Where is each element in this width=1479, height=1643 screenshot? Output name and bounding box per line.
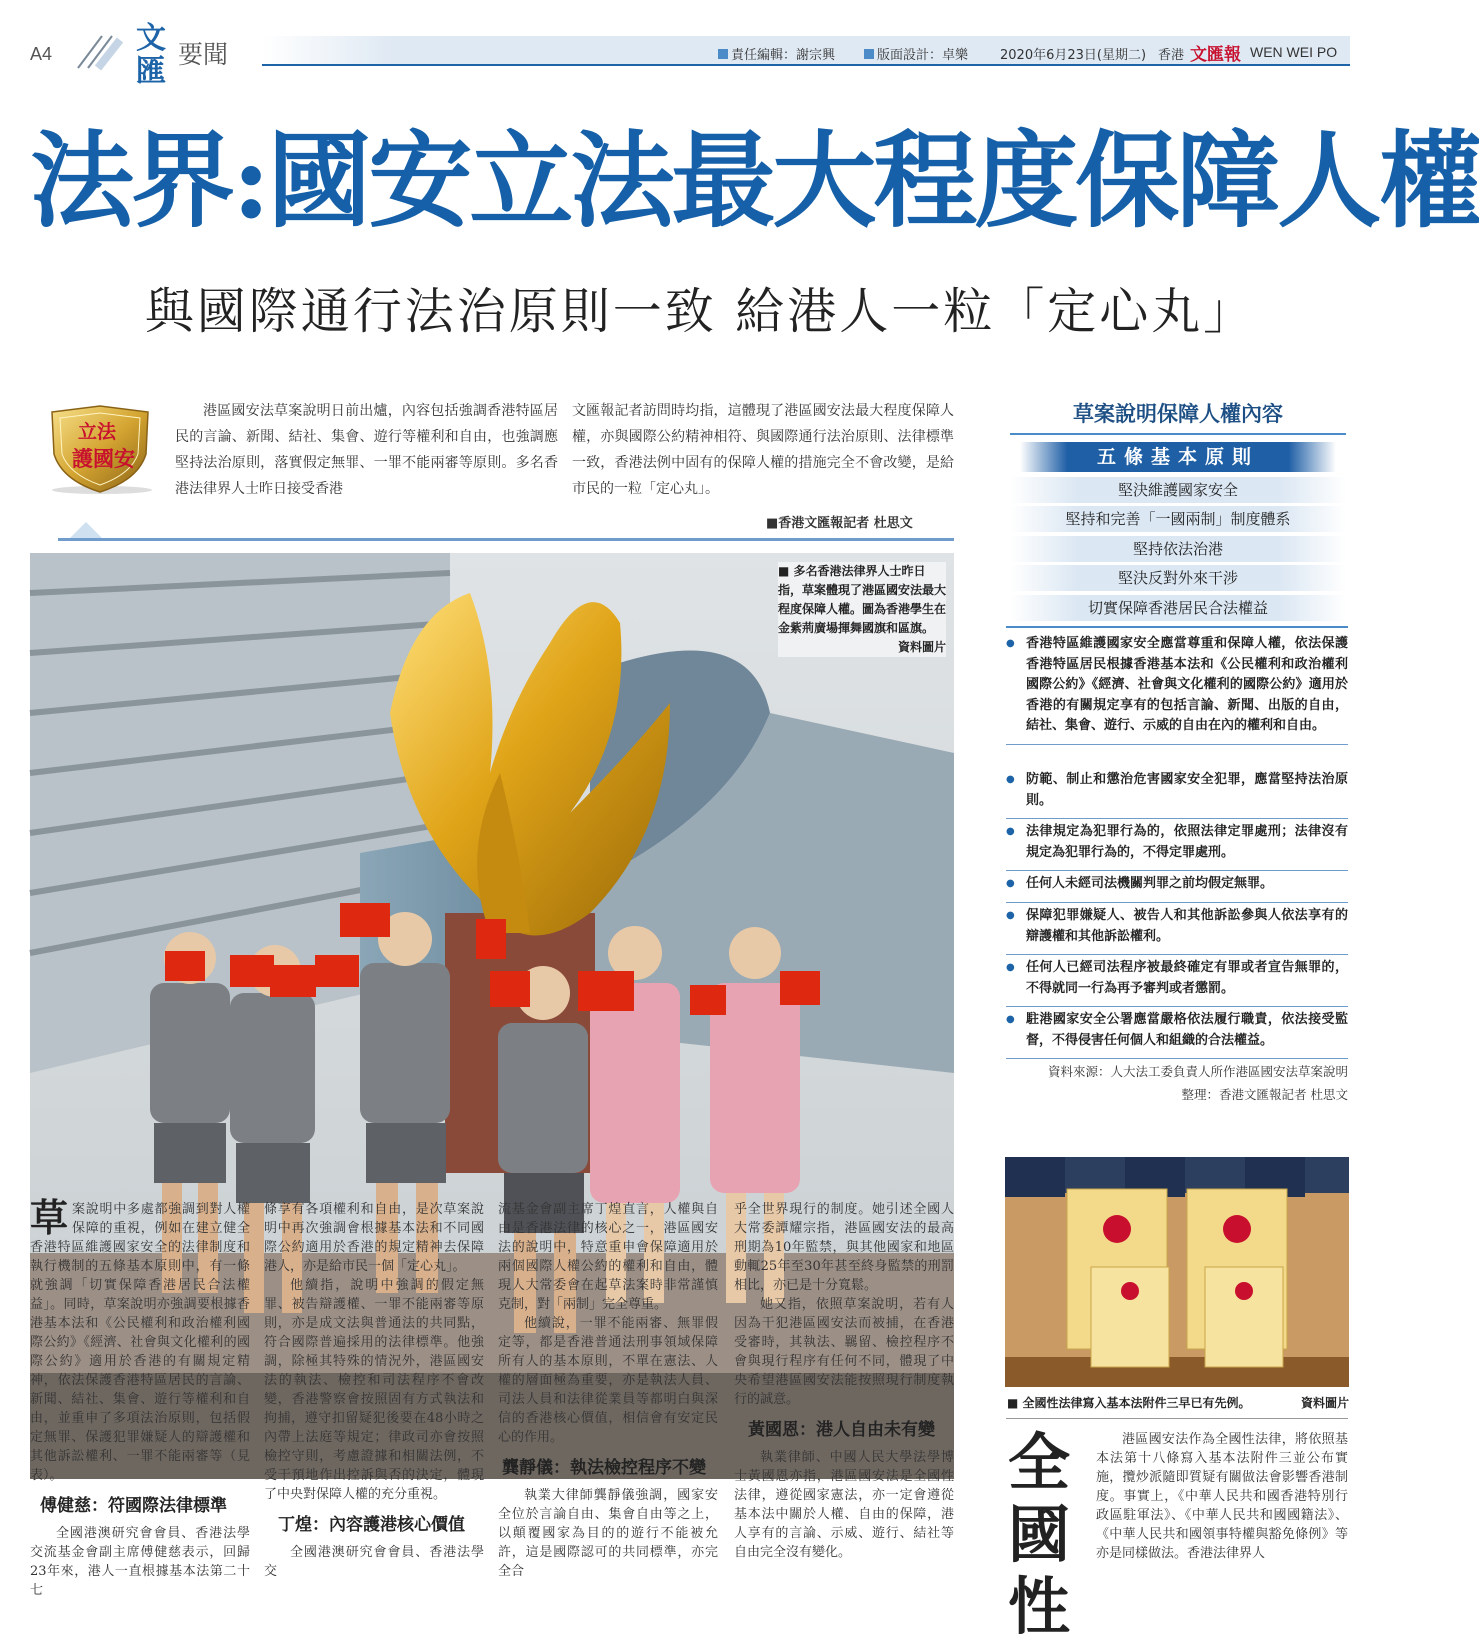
sidebar-column-text: 港區國安法作為全國性法律，將依照基本法第十八條寫入基本法附件三並公布實施，攬炒派隨即質疑有關做法會影響香港制度。事實上，《中華人民共和國香港特別行政區駐軍法》、《中華人民共和國國籍法》、《中華人民共和國領事特權與豁免條例》等亦是同樣做法。香港法律界人	[1096, 1432, 1348, 1561]
principle-item: 堅持和完善「一國兩制」制度體系	[1010, 506, 1346, 532]
principles-rule	[1006, 626, 1348, 628]
lead-paragraph-1: 港區國安法草案說明日前出爐，內容包括強調香港特區居民的言論、新聞、結社、集會、遊行等權利和自由，也強調應堅持法治原則，落實假定無罪、一罪不能兩審等原則。多名香港法律界人士昨日接受香港	[175, 403, 558, 497]
svg-text:立法: 立法	[78, 421, 117, 443]
principle-item: 堅持依法治港	[1010, 536, 1346, 562]
basic-law-photo	[1005, 1157, 1349, 1387]
shield-badge-icon	[42, 404, 160, 494]
subhead-fu: 傅健慈：符國際法律標準	[40, 1496, 227, 1516]
photo-caption: ■ 多名香港法律界人士昨日指，草案體現了港區國安法最大程度保障人權。圖為香港學生在金紫荊廣場揮舞國旗和區旗。 資料圖片	[778, 562, 946, 657]
body-column-1: 草案說明中多處都強調到對人權保障的重視，例如在建立健全香港特區維護國家安全的法律制度和執行機制的五條基本原則中，有一條就強調「切實保障香港居民合法權益」。同時，草案說明亦強調要根據香港基本法和《公民權利和政治權利國際公約》《經濟、社會與文化權利的國際公約》適用於香港的有關規定精神，依法保護香港特區居民的言論、新聞、結社、集會、遊行等權利和自由，並重申了多項法治原則，包括假定無罪、保護犯罪嫌疑人的辯護權和其他訴訟權利、一罪不能兩審等（見表）。 傅健慈：符國際法律標準 全國港澳研究會會員、香港法學交流基金會副主席傅健慈表示，回歸23年來，港人一直根據基本法第二十七	[30, 1195, 250, 1598]
rights-bullet: ● 防範、制止和懲治危害國家安全犯罪，應當堅持法治原則。	[1006, 770, 1348, 819]
issue-date: 2020年6月23日(星期二)	[1000, 48, 1147, 63]
section-name: 要聞	[178, 40, 229, 69]
rights-bullet: ● 任何人未經司法機關判罪之前均假定無罪。	[1006, 874, 1348, 903]
editor-credit: 責任編輯：謝宗興	[718, 44, 835, 63]
rights-bullet: ● 保障犯罪嫌疑人、被告人和其他訴訟參與人依法享有的辯護權和其他訴訟權利。	[1006, 906, 1348, 955]
lead-divider-arrow	[70, 522, 102, 538]
principle-item: 堅決維護國家安全	[1010, 477, 1346, 503]
sidebar-title-rule	[1010, 433, 1346, 435]
headline: 法界:國安立法最大程度保障人權	[30, 119, 1479, 242]
sidebar-title: 草案說明保障人權內容	[1073, 402, 1283, 426]
lead-paragraph-2: 文匯報記者訪問時均指，這體現了港區國安法最大程度保障人權，亦與國際公約精神相符、與國際通行法治原則、法律標準一致，香港法例中固有的保障人權的措施完全不會改變，是給市民的一粒「定心丸」。	[572, 403, 954, 497]
body-column-2: 條享有各項權利和自由，是次草案說明中再次強調會根據基本法和不同國際公約適用於香港的規定精神去保障港人，亦是給市民一個「定心丸」。 他續指，說明中強調的假定無罪、被告辯護權、一罪不能兩審等原則，亦是成文法與普通法的共同點，符合國際普遍採用的法律標準。他強調，除極其特殊的情況外，港區國安法的執法、檢控和司法程序不會改變，香港警察會按照固有方式執法和拘捕，遵守扣留疑犯後要在48小時之內帶上法庭等規定；律政司亦會按照檢控守則，考慮證據和相關法例，不受干預地作出控訴與否的決定，體現了中央對保障人權的充分重視。 丁煌：內容護港核心價值 全國港澳研究會會員、香港法學交	[264, 1202, 484, 1579]
brand-logo-cn: 文匯報	[1190, 45, 1241, 65]
subhead-ding: 丁煌：內容護港核心價值	[278, 1515, 465, 1535]
subheadline: 與國際通行法治原則一致 給港人一粒「定心丸」	[144, 283, 1256, 340]
sidebar-rule	[1006, 1418, 1348, 1419]
principle-item: 切實保障香港居民合法權益	[1010, 595, 1346, 621]
dropcap: 草	[30, 1195, 69, 1240]
rights-bullet: ● 駐港國家安全公署應當嚴格依法履行職責，依法接受監督，不得侵害任何個人和組織的合法權益。	[1006, 1010, 1348, 1059]
subhead-huang: 黃國恩：港人自由未有變	[748, 1420, 935, 1440]
rights-bullet: ● 香港特區維護國家安全應當尊重和保障人權，依法保護香港特區居民根據香港基本法和《公民權利和政治權利國際公約》《經濟、社會與文化權利的國際公約》適用於香港的有關規定享有的包括言論、新聞、出版的自由，結社、集會、遊行、示威的自由在內的權利和自由。	[1006, 634, 1348, 745]
principle-item: 堅決反對外來干涉	[1010, 565, 1346, 591]
brand-city: 香港	[1158, 48, 1185, 63]
brand-logo-en: WEN WEI PO	[1250, 44, 1338, 60]
lead-divider	[58, 538, 954, 541]
body-column-3: 流基金會副主席丁煌直言，人權與自由是香港法律的核心之一，港區國安法的說明中，特意重申會保障適用於兩個國際人權公約的權利和自由，體現人大常委會在起草法案時非常謹慎克制，對「兩制」完全尊重。 他續說，一罪不能兩審、無罪假定等，都是香港普通法刑事領域保障所有人的基本原則，不單在憲法、人權的層面極為重要，亦是執法人員、司法人員和法律從業員等都明白與深信的香港核心價值，相信會有安定民心的作用。 龔靜儀：執法檢控程序不變 執業大律師龔靜儀強調，國家安全位於言論自由、集會自由等之上，以顛覆國家為目的的遊行不能被允許，這是國際認可的共同標準，亦完全合	[498, 1202, 718, 1579]
layout-credit: 版面設計：卓樂	[864, 44, 968, 63]
basic-law-illustration	[1005, 1157, 1349, 1387]
subhead-gong: 龔靜儀：執法檢控程序不變	[502, 1458, 706, 1478]
body-column-4: 乎全世界現行的制度。她引述全國人大常委譚耀宗指，港區國安法的最高刑期為10年監禁，與其他國家和地區動輒25年至30年甚至終身監禁的刑罰相比，亦已是十分寬鬆。 她又指，依照草案說明，若有人因為干犯港區國安法而被捕，在香港受審時，其執法、羈留、檢控程序不會與現行程序有任何不同，體現了中央希望港區國安法能按照現行制度執行的誠意。 黃國恩：港人自由未有變 執業律師、中國人民大學法學博士黃國恩亦指，港區國安法是全國性法律，遵從國家憲法，亦一定會遵從基本法中關於人權、自由的保障，港人享有的言論、示威、遊行、結社等自由完全沒有變化。	[734, 1202, 954, 1560]
column-big-title: 全國性	[1008, 1426, 1071, 1643]
svg-text:護國安: 護國安	[72, 447, 135, 471]
principles-band: 五條基本原則	[1020, 442, 1336, 472]
byline: ■香港文匯報記者 杜思文	[766, 516, 913, 531]
header-slash-icon	[76, 34, 120, 70]
rights-bullet: ● 任何人已經司法程序被最終確定有罪或者宣告無罪的，不得就同一行為再予審判或者懲罰。	[1006, 958, 1348, 1007]
basic-law-caption: ■ 全國性法律寫入基本法附件三早已有先例。 資料圖片	[1007, 1396, 1349, 1410]
page-number: A4	[30, 44, 53, 64]
sidebar-source: 資料來源：人大法工委負責人所作港區國安法草案說明 整理：香港文匯報記者 杜思文	[1047, 1064, 1348, 1102]
section-mark: 文匯	[136, 21, 166, 89]
rights-bullet: ● 法律規定為犯罪行為的，依照法律定罪處刑；法律沒有規定為犯罪行為的，不得定罪處刑。	[1006, 822, 1348, 871]
